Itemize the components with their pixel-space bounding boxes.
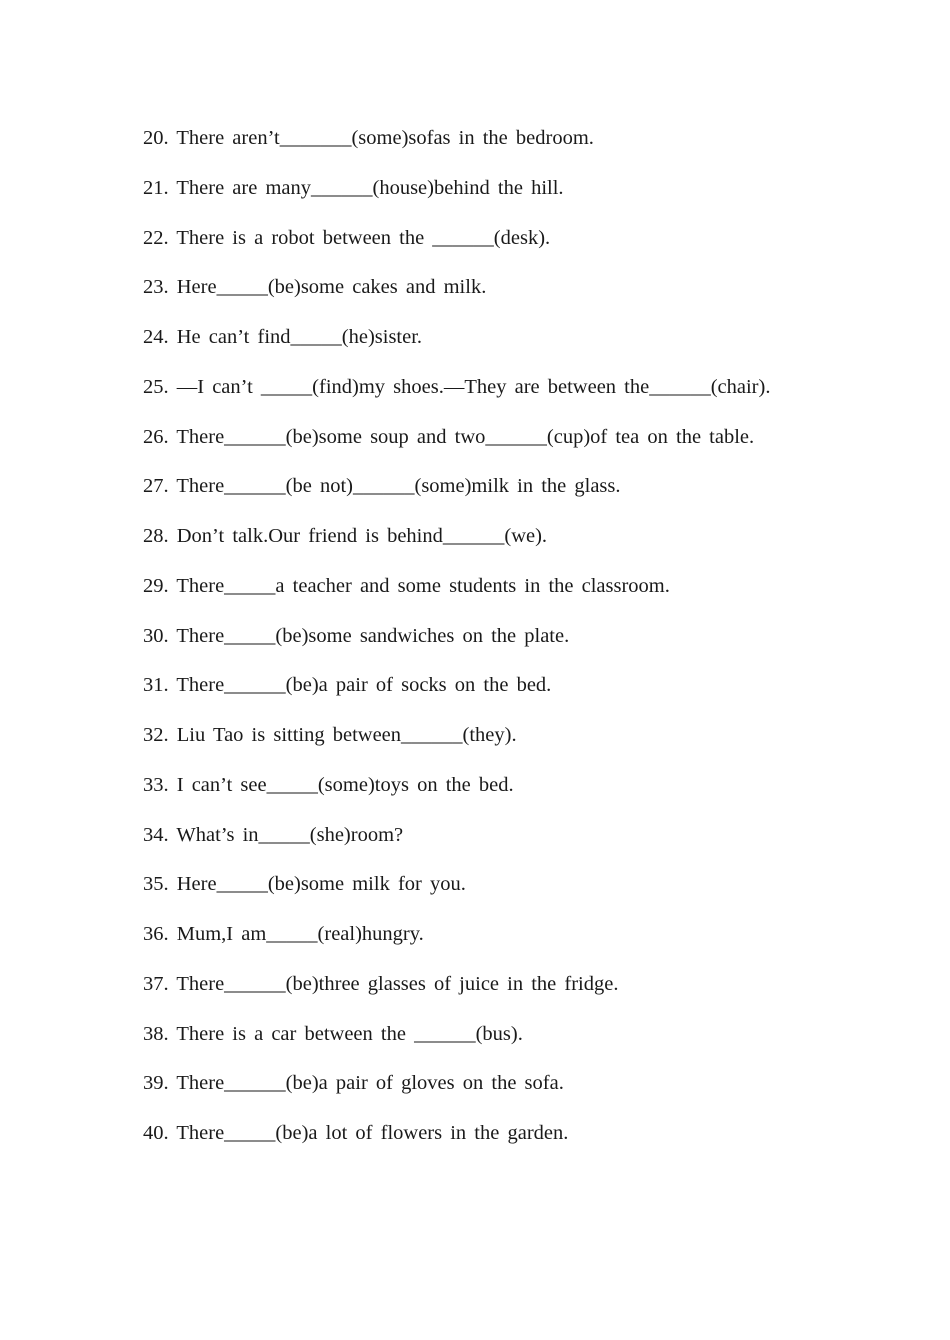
exercise-item-34	[143, 819, 923, 869]
exercise-item-31	[143, 669, 923, 719]
exercise-text: 34. What’s in_____(she)room?	[143, 823, 404, 846]
exercise-text: 36. Mum,I am_____(real)hungry.	[143, 923, 424, 945]
exercise-item-25	[143, 371, 923, 421]
exercise-text: 22. There is a robot between the ______(desk).	[143, 226, 551, 249]
exercise-item-24	[143, 321, 923, 371]
exercise-text: 26. There______(be)some soup and two______(cup)of tea on the table.	[143, 425, 755, 448]
exercise-text: 31. There______(be)a pair of socks on the bed.	[143, 674, 552, 697]
exercise-text: 20. There aren’t_______(some)sofas in the bedroom.	[143, 127, 594, 149]
exercise-item-36	[143, 918, 923, 968]
exercise-item-23	[143, 271, 923, 321]
exercise-text: 33. I can’t see_____(some)toys on the bed.	[143, 773, 514, 796]
exercise-item-29	[143, 570, 923, 620]
exercise-text: 40. There_____(be)a lot of flowers in the garden.	[143, 1122, 569, 1144]
exercise-text: 23. Here_____(be)some cakes and milk.	[143, 276, 487, 299]
exercise-item-28	[143, 520, 923, 570]
exercise-item-39	[143, 1067, 923, 1117]
exercise-item-22	[143, 222, 923, 272]
exercise-text: 37. There______(be)three glasses of juice in the fridge.	[143, 972, 619, 995]
exercise-text: 21. There are many______(house)behind the hill.	[143, 176, 564, 199]
exercise-text: 27. There______(be not)______(some)milk in the glass.	[143, 475, 621, 498]
exercise-text: 35. Here_____(be)some milk for you.	[143, 873, 466, 896]
exercise-item-27	[143, 470, 923, 520]
exercise-list	[143, 122, 923, 1167]
exercise-text: 39. There______(be)a pair of gloves on the sofa.	[143, 1072, 564, 1095]
exercise-text: 38. There is a car between the ______(bus).	[143, 1022, 523, 1045]
exercise-text: 28. Don’t talk.Our friend is behind______(we).	[143, 525, 548, 547]
exercise-item-32	[143, 719, 923, 769]
exercise-item-33	[143, 769, 923, 819]
exercise-item-40	[143, 1117, 923, 1167]
exercise-text: 32. Liu Tao is sitting between______(they).	[143, 724, 517, 746]
exercise-text: 25. —I can’t _____(find)my shoes.—They are between the______(chair).	[143, 375, 771, 398]
exercise-text: 29. There_____a teacher and some students in the classroom.	[143, 574, 670, 597]
exercise-item-35	[143, 868, 923, 918]
exercise-item-26	[143, 421, 923, 471]
exercise-item-37	[143, 968, 923, 1018]
exercise-item-20	[143, 122, 923, 172]
exercise-item-21	[143, 172, 923, 222]
exercise-item-38	[143, 1018, 923, 1068]
exercise-item-30	[143, 620, 923, 670]
exercise-text: 30. There_____(be)some sandwiches on the plate.	[143, 624, 570, 647]
exercise-text: 24. He can’t find_____(he)sister.	[143, 326, 423, 348]
